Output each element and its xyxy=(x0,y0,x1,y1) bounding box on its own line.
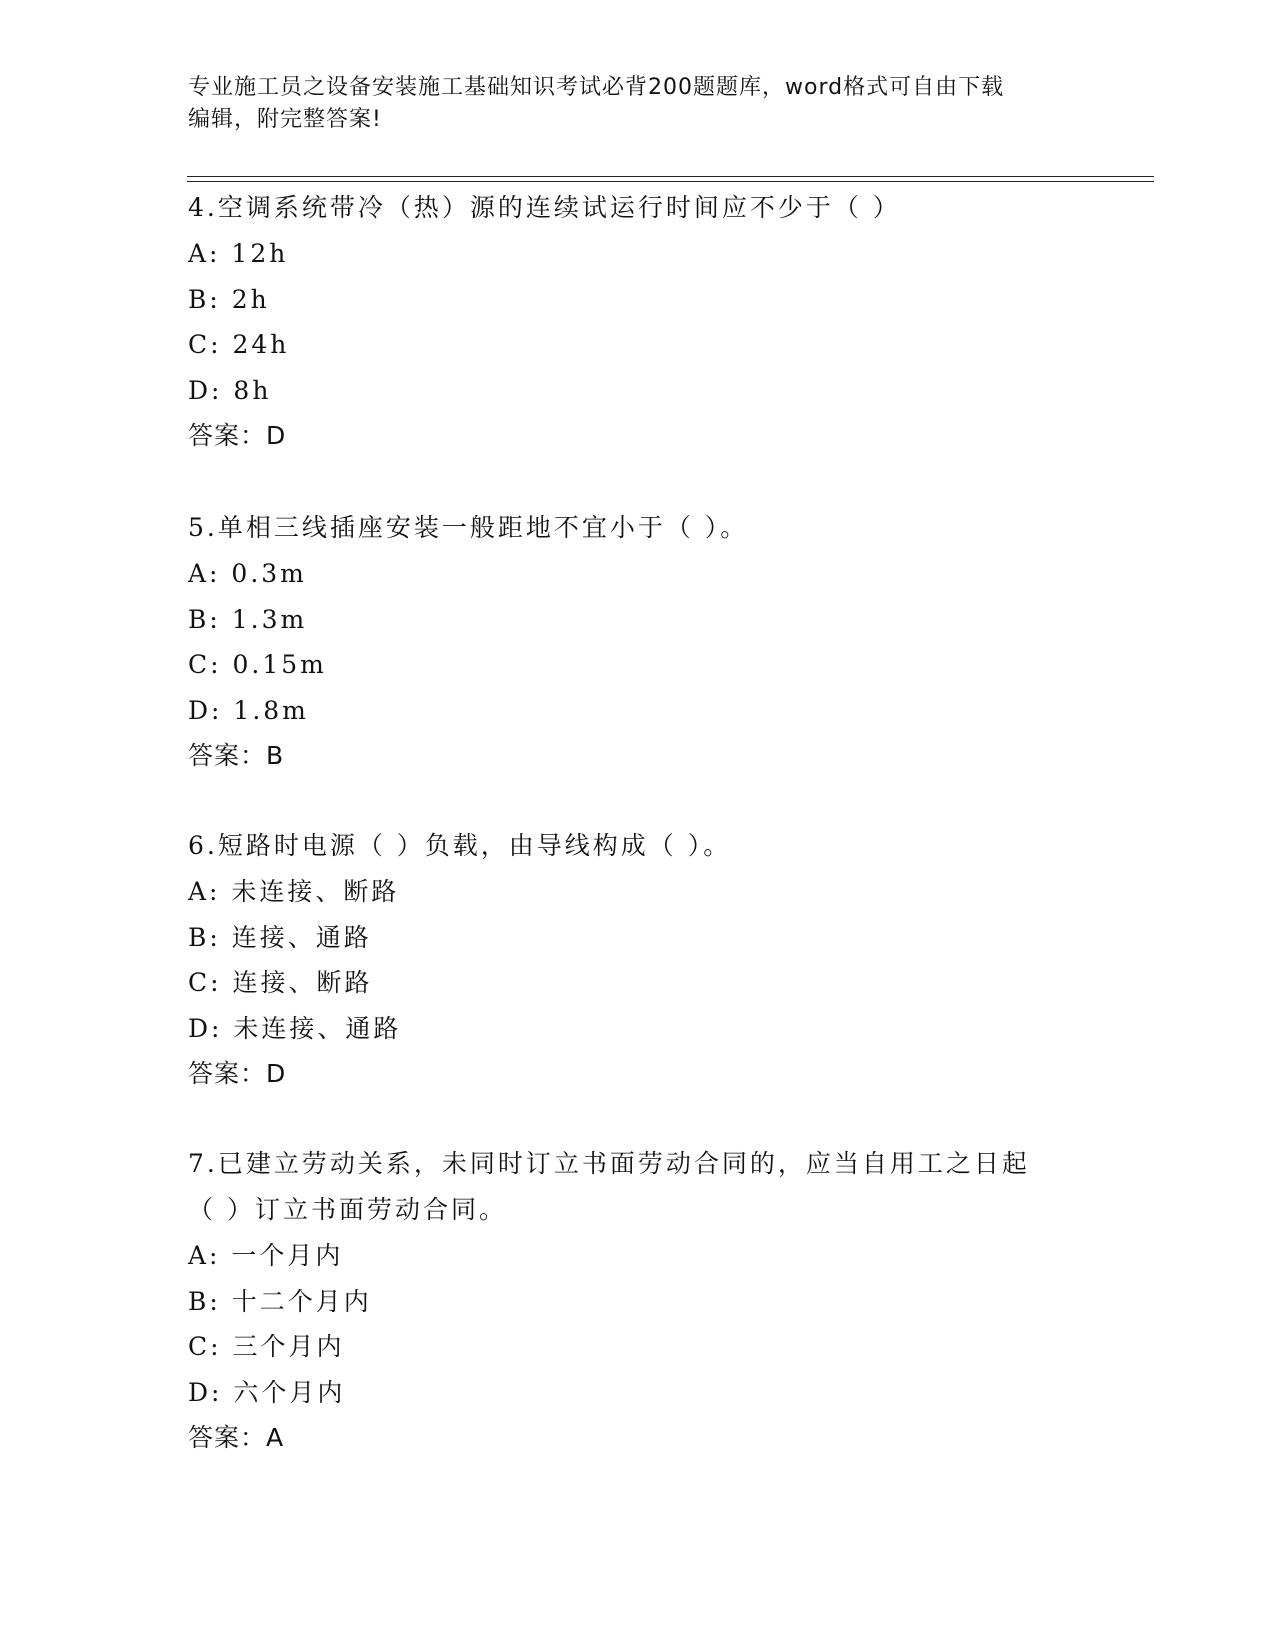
question-5 xyxy=(188,505,1148,778)
option-c: C: 三个月内 xyxy=(188,1332,345,1361)
option-d: D: 六个月内 xyxy=(188,1377,346,1407)
question-stem-line-2: （ ）订立书面劳动合同。 xyxy=(188,1195,507,1224)
answer: 答案：A xyxy=(188,1423,285,1452)
question-stem: 4.空调系统带冷（热）源的连续试运行时间应不少于（ ） xyxy=(188,193,901,222)
question-stem: 5.单相三线插座安装一般距地不宜小于（ ）。 xyxy=(188,513,749,542)
answer: 答案：D xyxy=(188,1059,287,1088)
header-divider-bottom xyxy=(187,181,1154,182)
option-c: C: 0.15m xyxy=(188,650,327,679)
option-b: B: 1.3m xyxy=(188,604,308,634)
option-d: D: 未连接、通路 xyxy=(188,1013,402,1043)
header-divider-top xyxy=(187,176,1154,177)
option-a: A: 未连接、断路 xyxy=(188,877,400,906)
option-c: C: 24h xyxy=(188,330,290,359)
question-stem: 6.短路时电源（ ）负载，由导线构成（ ）。 xyxy=(188,831,732,860)
option-b: B: 十二个月内 xyxy=(188,1286,372,1316)
question-7 xyxy=(188,1141,1148,1460)
question-4 xyxy=(188,185,1148,458)
option-d: D: 8h xyxy=(188,375,272,405)
option-a: A: 12h xyxy=(188,239,289,268)
option-a: A: 一个月内 xyxy=(188,1241,344,1270)
option-a: A: 0.3m xyxy=(188,559,307,588)
option-d: D: 1.8m xyxy=(188,695,309,725)
option-c: C: 连接、断路 xyxy=(188,968,373,997)
question-6 xyxy=(188,823,1148,1096)
document-header xyxy=(188,72,1068,136)
header-title-line-1: 专业施工员之设备安装施工基础知识考试必背200题题库，word格式可自由下载 xyxy=(188,75,1005,100)
question-stem-line-1: 7.已建立劳动关系，未同时订立书面劳动合同的，应当自用工之日起 xyxy=(188,1149,1030,1178)
option-b: B: 2h xyxy=(188,284,270,314)
answer: 答案：B xyxy=(188,741,285,770)
answer: 答案：D xyxy=(188,421,287,450)
header-title-line-2: 编辑，附完整答案! xyxy=(188,107,382,132)
option-b: B: 连接、通路 xyxy=(188,922,372,952)
